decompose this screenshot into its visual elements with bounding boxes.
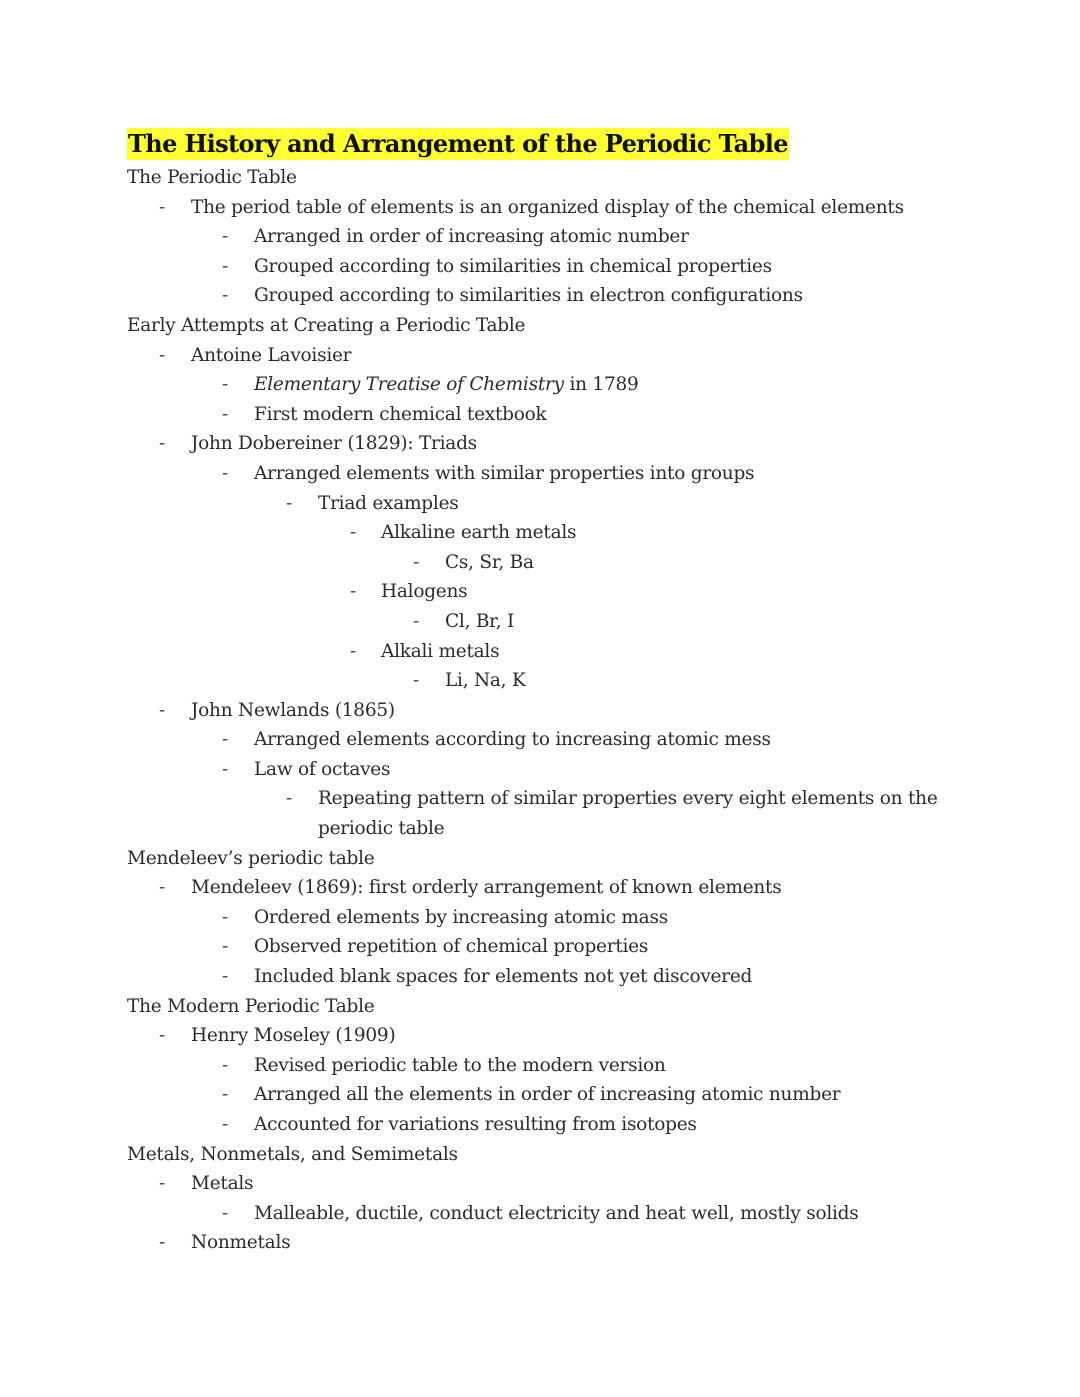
bullet-dash: -: [158, 196, 165, 218]
list-item-text: Included blank spaces for elements not yet discovered: [254, 966, 753, 988]
list-item-text: Li, Na, K: [445, 670, 526, 692]
list-item-text: Metals: [191, 1173, 254, 1195]
list-item-text: Arranged elements according to increasing atomic mess: [254, 729, 771, 751]
list-item: [127, 341, 987, 371]
bullet-dash: -: [158, 433, 165, 455]
section-heading-modern-table: [127, 992, 987, 1022]
bullet-dash: -: [221, 226, 228, 248]
bullet-dash: -: [221, 729, 228, 751]
list-item-text: Arranged elements with similar properties into groups: [254, 462, 755, 484]
list-item: [127, 193, 987, 223]
list-item: [127, 222, 987, 252]
bullet-dash: -: [158, 344, 165, 366]
list-item-text: Mendeleev (1869): first orderly arrangement of known elements: [191, 877, 782, 899]
bullet-dash: -: [412, 610, 419, 632]
list-item-text: Grouped according to similarities in electron configurations: [254, 285, 803, 307]
list-item: [127, 518, 987, 548]
list-item-text: Repeating pattern of similar properties every eight elements on the: [318, 788, 938, 810]
section-heading-text: Early Attempts at Creating a Periodic Table: [127, 314, 526, 336]
list-item: [127, 1110, 987, 1140]
list-item-continuation: [127, 814, 987, 844]
bullet-dash: -: [221, 966, 228, 988]
list-item: [127, 1199, 987, 1229]
bullet-dash: -: [221, 374, 228, 396]
list-item: [127, 755, 987, 785]
list-item: [127, 637, 987, 667]
list-item-text: Malleable, ductile, conduct electricity and heat well, mostly solids: [254, 1202, 859, 1224]
section-heading-early-attempts: [127, 311, 987, 341]
bullet-dash: -: [221, 255, 228, 277]
list-item-text: Halogens: [381, 581, 468, 603]
list-item: [127, 281, 987, 311]
bullet-dash: -: [349, 581, 356, 603]
list-item-text: Revised periodic table to the modern version: [254, 1054, 666, 1076]
list-item-text: Grouped according to similarities in chemical properties: [254, 255, 772, 277]
list-item: [127, 1021, 987, 1051]
bullet-dash: -: [221, 403, 228, 425]
bullet-dash: -: [221, 1084, 228, 1106]
list-item: [127, 725, 987, 755]
list-item-text: First modern chemical textbook: [254, 403, 547, 425]
bullet-dash: -: [158, 1025, 165, 1047]
list-item-text: Arranged all the elements in order of increasing atomic number: [254, 1084, 841, 1106]
list-item-text: John Newlands (1865): [191, 699, 395, 721]
list-item-text: Triad examples: [318, 492, 459, 514]
list-item: [127, 548, 987, 578]
section-heading-mendeleev: [127, 844, 987, 874]
list-item-text: John Dobereiner (1829): Triads: [191, 433, 477, 455]
list-item-text: Antoine Lavoisier: [191, 344, 352, 366]
list-item: [127, 607, 987, 637]
list-item: [127, 903, 987, 933]
bullet-dash: -: [221, 1114, 228, 1135]
bullet-dash: -: [412, 670, 419, 692]
list-item: [127, 577, 987, 607]
list-item-text: Ordered elements by increasing atomic mass: [254, 906, 668, 928]
bullet-dash: -: [221, 1202, 228, 1224]
list-item: [127, 873, 987, 903]
bullet-dash: -: [221, 936, 228, 958]
list-item-text: in 1789: [563, 374, 639, 396]
section-heading-periodic-table: [127, 163, 987, 193]
bullet-dash: -: [158, 1173, 165, 1195]
bullet-dash: -: [221, 462, 228, 484]
list-item: [127, 1169, 987, 1199]
list-item-text: Nonmetals: [191, 1232, 291, 1254]
document-page: [127, 128, 987, 1258]
list-item-text: Alkaline earth metals: [381, 522, 577, 544]
book-title: Elementary Treatise of Chemistry: [254, 374, 564, 396]
list-item: [127, 666, 987, 696]
section-heading-text: Mendeleev’s periodic table: [127, 847, 375, 869]
list-item: [127, 784, 987, 814]
section-heading-text: The Periodic Table: [127, 167, 297, 188]
list-item: [127, 459, 987, 489]
list-item: [127, 370, 987, 400]
list-item-text: Observed repetition of chemical properties: [254, 936, 649, 958]
list-item: [127, 400, 987, 430]
document-title: The History and Arrangement of the Periodic Table: [128, 129, 788, 158]
list-item: [127, 252, 987, 282]
list-item-text: Accounted for variations resulting from isotopes: [254, 1114, 697, 1135]
list-item: [127, 429, 987, 459]
list-item-text: The period table of elements is an organized display of the chemical elements: [191, 196, 904, 218]
bullet-dash: -: [158, 877, 165, 899]
list-item: [127, 962, 987, 992]
bullet-dash: -: [412, 551, 419, 573]
bullet-dash: -: [221, 906, 228, 928]
bullet-dash: -: [158, 699, 165, 721]
bullet-dash: -: [349, 640, 356, 662]
bullet-dash: -: [221, 758, 228, 780]
list-item: [127, 1051, 987, 1081]
list-item-text: periodic table: [318, 818, 445, 840]
bullet-dash: -: [221, 285, 228, 307]
list-item: [127, 489, 987, 519]
section-heading-text: The Modern Periodic Table: [127, 995, 375, 1017]
list-item-text: Law of octaves: [254, 758, 391, 780]
list-item: [127, 932, 987, 962]
list-item: [127, 696, 987, 726]
bullet-dash: -: [285, 492, 292, 514]
section-heading-metals: [127, 1140, 987, 1170]
list-item-text: Henry Moseley (1909): [191, 1025, 396, 1047]
list-item-text: Arranged in order of increasing atomic number: [254, 226, 689, 248]
bullet-dash: -: [221, 1054, 228, 1076]
list-item-text: Alkali metals: [381, 640, 500, 662]
bullet-dash: -: [349, 522, 356, 544]
title-row: [127, 128, 987, 160]
section-heading-text: Metals, Nonmetals, and Semimetals: [127, 1143, 458, 1165]
list-item-text: Cs, Sr, Ba: [445, 551, 534, 573]
list-item: [127, 1080, 987, 1110]
bullet-dash: -: [158, 1232, 165, 1254]
list-item-text: Cl, Br, I: [445, 610, 515, 632]
bullet-dash: -: [285, 788, 292, 810]
list-item: [127, 1228, 987, 1258]
